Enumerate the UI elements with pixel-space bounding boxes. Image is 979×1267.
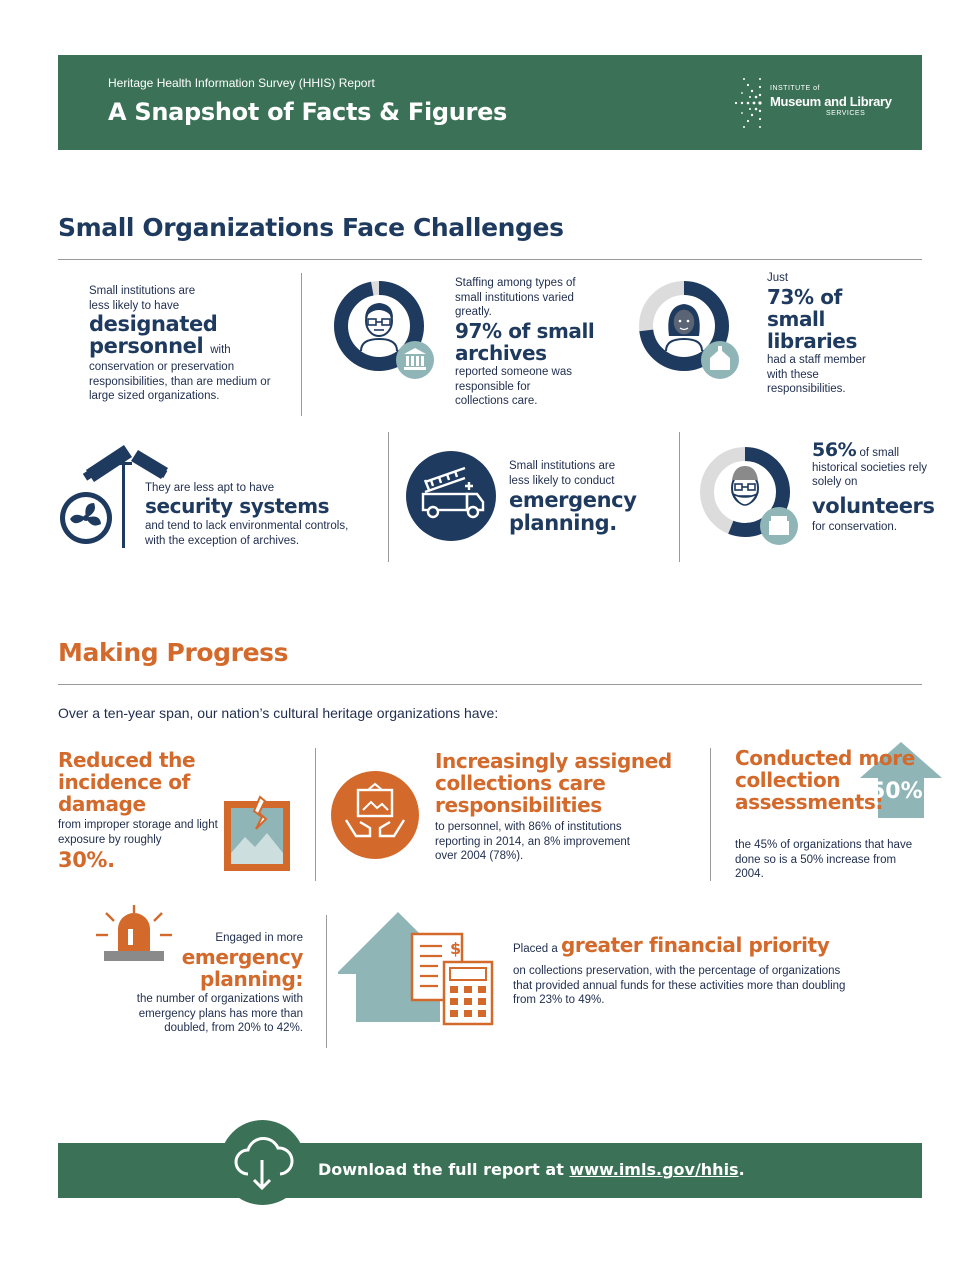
logo-line-2: Museum and Library (770, 94, 892, 109)
section-divider (58, 684, 922, 685)
card3-lead: Just (767, 272, 789, 284)
card5-big: emergency planning. (509, 488, 637, 535)
historical-house-icon (760, 507, 798, 545)
divider-v (710, 748, 711, 881)
p5-lead: Placed a (513, 943, 558, 955)
fan-icon (60, 492, 112, 544)
p5-big: greater financial priority (560, 933, 830, 957)
card1-lead: Small institutions are less likely to have (89, 285, 196, 312)
card1-tail-inline: with (210, 344, 231, 356)
hands-picture-icon (330, 770, 420, 860)
card6-tail: for conservation. (812, 521, 898, 533)
card1-tail: conservation or preservation responsibilities, than are medium or large sized organizations. (89, 361, 271, 402)
person-glasses-icon (361, 303, 397, 351)
card6-pct: 56% (812, 439, 857, 461)
card1-big (89, 313, 269, 358)
report-subtitle: Heritage Health Information Survey (HHIS) Report (108, 76, 375, 90)
donut-archives (327, 274, 439, 386)
card4-big: security systems (145, 494, 330, 518)
divider-v (679, 432, 680, 562)
person-woman-icon (666, 304, 702, 351)
footer-lead: Download the full report at (318, 1160, 564, 1179)
cloud-download-icon (220, 1120, 305, 1205)
card4-tail: and tend to lack environmental controls, with the exception of archives. (145, 520, 349, 547)
page-title: A Snapshot of Facts & Figures (108, 98, 508, 126)
divider-v (388, 432, 389, 562)
section-divider (58, 259, 922, 260)
section-title-challenges: Small Organizations Face Challenges (58, 213, 564, 242)
p2-big: Increasingly assigned collections care responsibilities (435, 749, 672, 817)
svg-text:$: $ (450, 939, 462, 958)
card3-big: 73% of small libraries (767, 285, 857, 353)
logo-line-1: INSTITUTE of (770, 85, 820, 92)
header-banner (58, 55, 922, 150)
card3-tail: had a staff member with these responsibilities. (767, 354, 866, 395)
imls-logo (730, 73, 900, 133)
p2-tail: to personnel, with 86% of institutions reporting in 2014, an 8% improvement over 2004 (78%). (435, 821, 630, 862)
logo-line-3: SERVICES (826, 110, 866, 117)
archive-building-icon (396, 341, 434, 379)
card2-big: 97% of small archives (455, 319, 595, 365)
download-button[interactable] (220, 1120, 305, 1205)
damaged-picture-icon (220, 795, 295, 875)
footer-banner (58, 1143, 922, 1198)
fire-truck-icon (405, 450, 497, 542)
section-title-progress: Making Progress (58, 638, 289, 667)
p4-tail: the number of organizations with emergency plans has more than doubled, from 20% to 42%. (136, 993, 303, 1034)
footer-text (318, 1160, 745, 1179)
donut-historical-societies (693, 440, 805, 552)
invoice-calculator-icon (338, 912, 503, 1032)
p1-tail: from improper storage and light exposure by roughly (58, 819, 218, 846)
p1-big2: 30%. (58, 848, 115, 872)
p1-big: Reduced the incidence of damage (58, 748, 196, 816)
starburst-icon (730, 73, 766, 133)
card6-lead-block (812, 439, 932, 490)
progress-intro: Over a ten-year span, our nation’s cultural heritage organizations have: (58, 705, 499, 721)
p5-tail: on collections preservation, with the percentage of organizations that provided annual funds for these activities more than doubling from 23% to 49%. (513, 965, 846, 1006)
p3-big: Conducted more collection assessments: (735, 746, 915, 814)
footer-end: . (738, 1160, 745, 1179)
card1-big-text: designated personnel (89, 312, 218, 358)
p3-tail: the 45% of organizations that have done so is a 50% increase from 2004. (735, 839, 913, 880)
divider-v (315, 748, 316, 881)
p5-lead-block (513, 933, 893, 957)
divider-v (326, 915, 327, 1048)
p4-lead: Engaged in more (215, 932, 303, 944)
card2-tail: reported someone was responsible for collections care. (455, 366, 572, 407)
donut-libraries (632, 274, 744, 386)
p3-badge: 50% (870, 779, 923, 804)
person-bearded-icon (732, 466, 758, 505)
p4-big: emergency planning: (181, 945, 303, 991)
library-building-icon (701, 341, 739, 379)
report-link[interactable]: www.imls.gov/hhis (569, 1160, 739, 1179)
card4-lead: They are less apt to have (145, 482, 275, 494)
card5-lead: Small institutions are less likely to conduct (509, 460, 616, 487)
divider-v (301, 273, 302, 416)
card6-lead: of small historical societies rely solely on (812, 447, 928, 488)
card2-lead: Staffing among types of small institutions varied greatly. (455, 277, 576, 318)
card6-big: volunteers (812, 494, 935, 518)
